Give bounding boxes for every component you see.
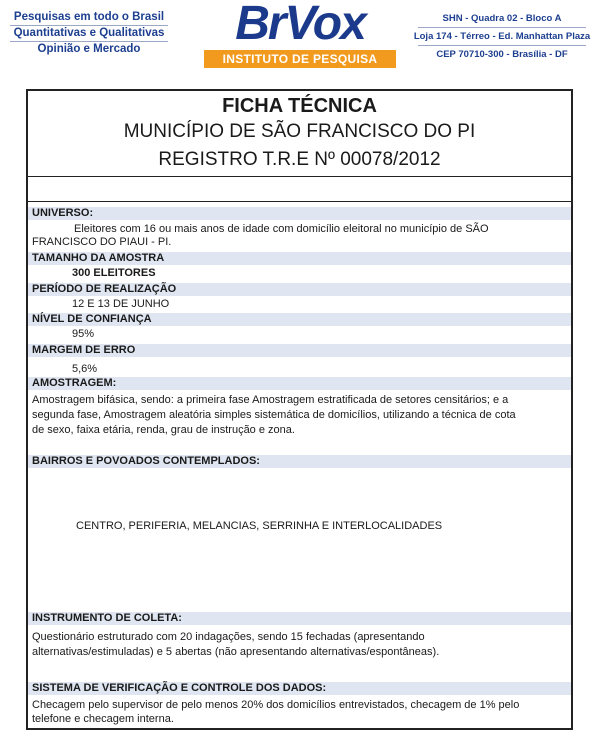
section-bairros: [28, 455, 571, 533]
brvox-logo: [200, 2, 410, 70]
section-text: FRANCISCO DO PIAUI - PI.: [32, 236, 172, 248]
page-title: FICHA TÉCNICA: [222, 95, 377, 117]
logo-band: INSTITUTO DE PESQUISA: [204, 50, 396, 68]
section-label: MARGEM DE ERRO: [28, 344, 571, 357]
section-value: 300 ELEITORES: [72, 267, 156, 279]
section-label: INSTRUMENTO DE COLETA:: [28, 612, 571, 625]
section-instrumento: [28, 612, 571, 659]
section-text: telefone e checagem interna.: [32, 713, 174, 725]
section-value: 95%: [72, 328, 95, 340]
section-label: UNIVERSO:: [28, 207, 571, 220]
tagline-block: [0, 10, 178, 57]
tagline-line: Pesquisas em todo o Brasil: [13, 11, 165, 23]
section-text: Eleitores com 16 ou mais anos de idade com domicílio eleitoral no município de SÃO: [74, 223, 489, 235]
logo-vox: Vox: [284, 0, 365, 50]
municipality-title: MUNICÍPIO DE SÃO FRANCISCO DO PI: [123, 121, 476, 142]
section-label: NÍVEL DE CONFIANÇA: [28, 313, 571, 326]
section-amostra: [28, 252, 571, 280]
section-sistema: [28, 682, 571, 726]
section-amostragem: [28, 377, 571, 437]
section-label: SISTEMA DE VERIFICAÇÃO E CONTROLE DOS DADOS:: [28, 682, 571, 695]
section-periodo: [28, 283, 571, 311]
section-label: PERÍODO DE REALIZAÇÃO: [28, 283, 571, 296]
section-text: Checagem pelo supervisor de pelo menos 20% dos domicílios entrevistados, checagem de 1% pelo: [32, 699, 520, 711]
section-text: segunda fase, Amostragem aleatória simples sistemática de domicílios, utilizando a técnica de cota: [32, 409, 516, 421]
title-block: [28, 91, 571, 177]
section-text: Amostragem bifásica, sendo: a primeira fase Amostragem estratificada de setores censitários; e a: [32, 394, 509, 406]
tagline-line: Opinião e Mercado: [37, 43, 141, 55]
address-line: CEP 70710-300 - Brasília - DF: [436, 49, 568, 60]
address-line: Loja 174 - Térreo - Ed. Manhattan Plaza: [413, 31, 591, 42]
section-value: 12 E 13 DE JUNHO: [72, 298, 170, 310]
address-line: SHN - Quadra 02 - Bloco A: [442, 13, 562, 24]
letterhead: [0, 0, 600, 80]
address-block: [412, 10, 592, 63]
logo-br: Br: [235, 0, 285, 50]
section-value: CENTRO, PERIFERIA, MELANCIAS, SERRINHA E INTERLOCALIDADES: [76, 520, 443, 532]
section-label: AMOSTRAGEM:: [28, 377, 571, 390]
tagline-line: Quantitativas e Qualitativas: [13, 27, 165, 39]
section-label: TAMANHO DA AMOSTRA: [28, 252, 571, 265]
technical-sheet: [26, 89, 573, 730]
section-value: 5,6%: [72, 363, 98, 375]
registration-title: REGISTRO T.R.E Nº 00078/2012: [158, 149, 441, 170]
section-erro: [28, 344, 571, 376]
blank-row: [28, 177, 571, 202]
section-label: BAIRROS E POVOADOS CONTEMPLADOS:: [28, 455, 571, 468]
logo-wordmark: [200, 0, 400, 51]
section-confianca: [28, 313, 571, 341]
section-universo: [28, 207, 571, 249]
section-text: alternativas/estimuladas) e 5 abertas (não apresentando alternativas/espontâneas).: [32, 646, 440, 658]
section-text: de sexo, faixa etária, renda, grau de instrução e zona.: [32, 424, 295, 436]
section-text: Questionário estruturado com 20 indagações, sendo 15 fechadas (apresentando: [32, 631, 425, 643]
